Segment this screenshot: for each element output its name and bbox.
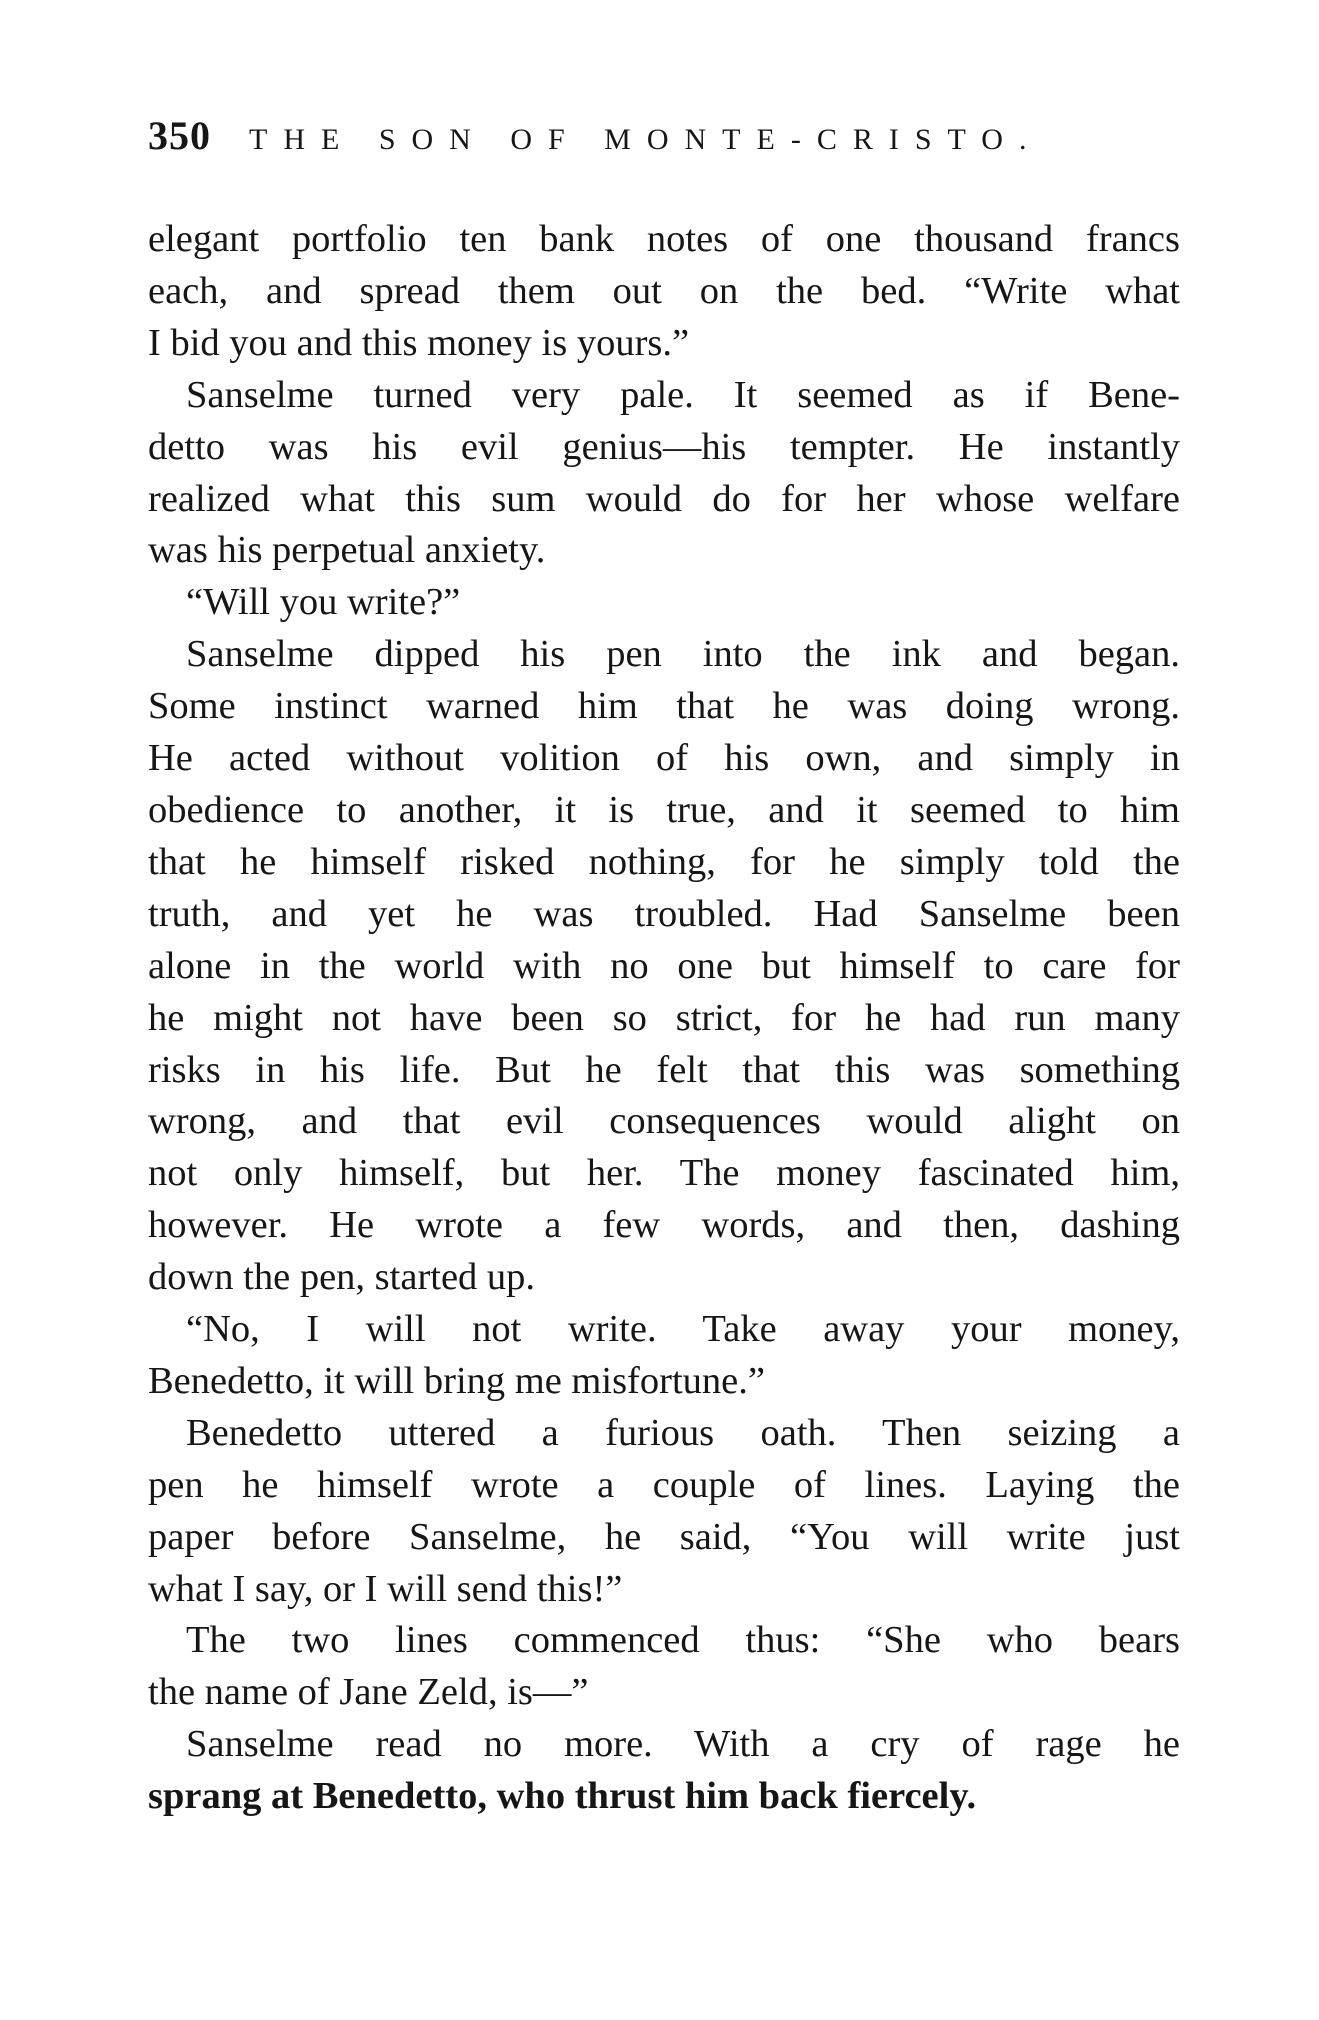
page-number: 350 xyxy=(148,113,211,158)
text-line: I bid you and this money is yours.” xyxy=(148,321,690,364)
text-line: obedience to another, it is true, and it seemed to him xyxy=(148,788,1180,831)
text-line: however. He wrote a few words, and then, dashing xyxy=(148,1204,1180,1247)
body-text xyxy=(148,214,1180,1823)
text-line: not only himself, but her. The money fascinated him, xyxy=(148,1152,1180,1195)
text-line: Benedetto uttered a furious oath. Then seizing a xyxy=(186,1411,1180,1454)
text-line: that he himself risked nothing, for he simply told the xyxy=(148,840,1180,883)
text-line: he might not have been so strict, for he had run many xyxy=(148,996,1180,1039)
text-line: paper before Sanselme, he said, “You will write just xyxy=(148,1515,1180,1558)
text-line: Benedetto, it will bring me misfortune.” xyxy=(148,1359,765,1402)
text-line: detto was his evil genius—his tempter. He instantly xyxy=(148,425,1180,468)
text-line: down the pen, started up. xyxy=(148,1256,536,1299)
text-line: He acted without volition of his own, and simply in xyxy=(148,737,1180,780)
text-line: wrong, and that evil consequences would alight on xyxy=(148,1100,1180,1143)
text-line: risks in his life. But he felt that this was something xyxy=(148,1048,1180,1091)
text-line: alone in the world with no one but himself to care for xyxy=(148,944,1180,987)
text-line: sprang at Benedetto, who thrust him back fiercely. xyxy=(148,1775,977,1818)
text-line: elegant portfolio ten bank notes of one thousand francs xyxy=(148,218,1180,260)
text-line: the name of Jane Zeld, is—” xyxy=(148,1671,589,1714)
text-line: realized what this sum would do for her whose welfare xyxy=(148,477,1180,520)
text-line: The two lines commenced thus: “She who bears xyxy=(186,1619,1180,1662)
text-line: truth, and yet he was troubled. Had Sanselme been xyxy=(148,892,1180,935)
text-line: pen he himself wrote a couple of lines. Laying the xyxy=(148,1463,1180,1506)
text-line: each, and spread them out on the bed. “Write what xyxy=(148,269,1180,312)
text-line: what I say, or I will send this!” xyxy=(148,1567,623,1610)
text-line: “No, I will not write. Take away your money, xyxy=(186,1308,1180,1351)
text-line: Sanselme dipped his pen into the ink and began. xyxy=(186,633,1180,676)
text-line: Sanselme turned very pale. It seemed as if Bene- xyxy=(186,373,1180,416)
text-line: was his perpetual anxiety. xyxy=(148,529,546,572)
running-title: THE SON OF MONTE-CRISTO. xyxy=(249,123,1043,156)
text-line: Sanselme read no more. With a cry of rage he xyxy=(186,1723,1180,1766)
page-header xyxy=(148,112,1042,168)
text-line: Some instinct warned him that he was doing wrong. xyxy=(148,685,1180,728)
text-line: “Will you write?” xyxy=(186,581,461,624)
